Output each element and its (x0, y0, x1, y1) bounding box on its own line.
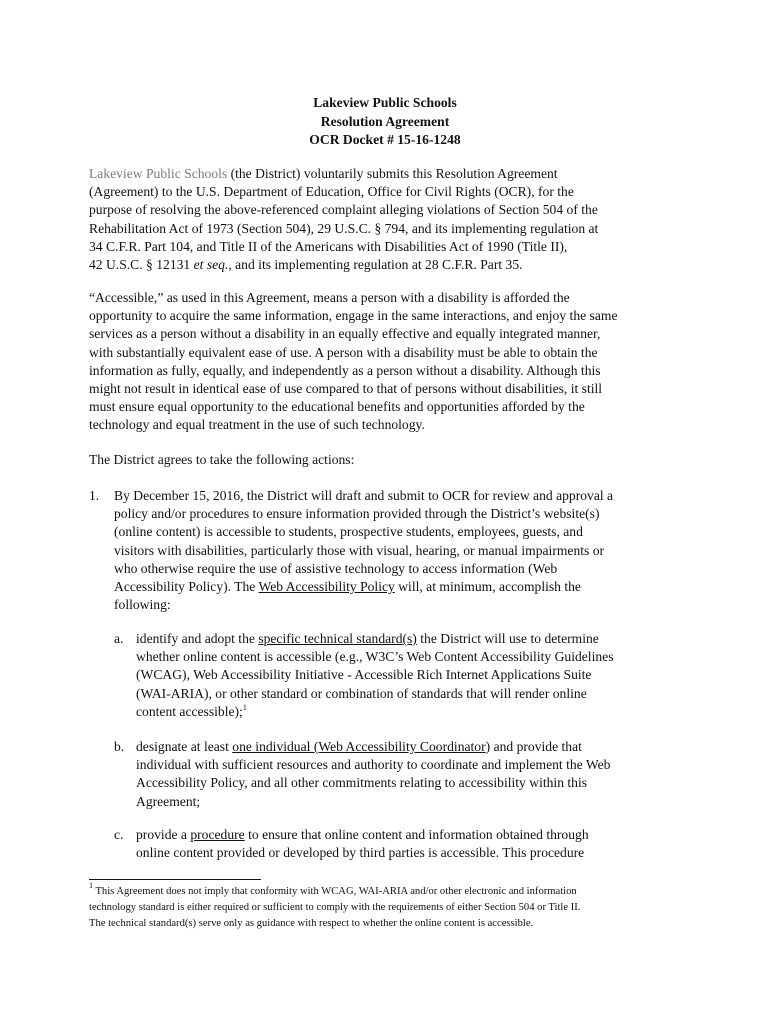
item-1-line: who otherwise require the use of assistive technology to access information (Web (114, 560, 558, 576)
sub-a-line: whether online content is accessible (e.g., W3C’s Web Content Accessibility Guidelines (136, 649, 614, 665)
sub-item-c-body (136, 826, 680, 862)
sub-a-line: the District will use to determine (416, 631, 599, 646)
footnote-line: This Agreement does not imply that conformity with WCAG, WAI-ARIA and/or other electronic and information (93, 886, 577, 897)
sub-item-a-letter: a. (114, 631, 124, 646)
item-1-line: Accessibility Policy). The (114, 579, 259, 595)
sub-b-line: Accessibility Policy, and all other commitments relating to accessibility within this (136, 775, 588, 791)
item-1-line: visitors with disabilities, particularly those with visual, hearing, or manual impairments or (114, 542, 605, 558)
intro-line: 34 C.F.R. Part 104, and Title II of the Americans with Disabilities Act of 1990 (Title II), (89, 238, 568, 254)
accessible-line: must ensure equal opportunity to the educational benefits and opportunities afforded by the (89, 399, 585, 415)
item-1-line: following: (114, 597, 171, 613)
footnote-marker: 1 (89, 881, 93, 890)
intro-paragraph (89, 165, 679, 274)
sub-c-line: provide a (136, 827, 191, 842)
item-1-line: (online content) is accessible to students, prospective students, employees, guests, and (114, 524, 583, 540)
sub-c-line: to ensure that online content and information obtained through (244, 827, 589, 842)
footnote-divider (89, 879, 261, 880)
intro-line: 42 U.S.C. § 12131 (89, 257, 194, 273)
item-1-line: By December 15, 2016, the District will draft and submit to OCR for review and approval a (114, 488, 614, 503)
footnote-reference[interactable]: 1 (242, 702, 247, 712)
agrees-paragraph: The District agrees to take the following actions: (89, 452, 355, 467)
document-header (0, 94, 770, 150)
accessible-line: might not result in identical ease of use compared to that of persons without disabilities, it still (89, 381, 603, 397)
web-accessibility-policy-term: Web Accessibility Policy (258, 579, 395, 595)
item-1-line: will, at minimum, accomplish the (394, 579, 581, 595)
sub-item-c-letter: c. (114, 827, 124, 842)
sub-b-line: ) and provide that (485, 739, 582, 754)
technical-standard-term: specific technical standard(s) (258, 631, 417, 646)
intro-line: (the District) voluntarily submits this Resolution Agreement (227, 166, 558, 181)
sub-b-line: Agreement; (136, 793, 201, 809)
item-1-number: 1. (89, 488, 100, 503)
intro-line: purpose of resolving the above-referenced complaint alleging violations of Section 504 of the (89, 202, 598, 218)
header-docket-number: OCR Docket # 15-16-1248 (309, 132, 461, 147)
intro-line: Rehabilitation Act of 1973 (Section 504), 29 U.S.C. § 794, and its implementing regulation at (89, 220, 599, 236)
accessible-line: services as a person without a disability in an equally effective and equally integrated manner, (89, 326, 601, 342)
footnote-line: The technical standard(s) serve only as guidance with respect to whether the online content is accessible. (89, 918, 534, 929)
footnote-line: technology standard is either required or sufficient to comply with the requirements of either Section 504 or Title II. (89, 902, 581, 913)
item-1-line: policy and/or procedures to ensure information provided through the District’s website(s) (114, 506, 600, 522)
sub-item-b-letter: b. (114, 739, 125, 754)
procedure-term: procedure (190, 827, 245, 842)
sub-b-line: designate at least (136, 739, 233, 754)
accessible-line: opportunity to acquire the same information, engage in the same interactions, and enjoy the same (89, 308, 618, 324)
header-school-name: Lakeview Public Schools (313, 95, 457, 110)
sub-item-a-body (136, 630, 680, 721)
sub-a-line: (WCAG), Web Accessibility Initiative - Accessible Rich Internet Applications Suite (136, 667, 592, 683)
accessible-line: technology and equal treatment in the use of such technology. (89, 417, 425, 433)
sub-a-line: (WAI-ARIA), or other standard or combination of standards that will render online (136, 685, 587, 701)
sub-item-b-body (136, 738, 680, 811)
sub-c-line: online content provided or developed by third parties is accessible. This procedure (136, 845, 585, 861)
sub-b-line: individual with sufficient resources and authority to coordinate and implement the Web (136, 757, 611, 773)
intro-line: (Agreement) to the U.S. Department of Education, Office for Civil Rights (OCR), for the (89, 184, 574, 200)
accessible-line: with substantially equivalent ease of use. A person with a disability must be able to obtain the (89, 344, 598, 360)
intro-district-name: Lakeview Public Schools (89, 166, 228, 181)
intro-line: , and its implementing regulation at 28 C.F.R. Part 35. (228, 257, 523, 273)
accessible-line: information as fully, equally, and independently as a person without a disability. Although this (89, 362, 601, 378)
accessible-definition-paragraph (89, 289, 679, 435)
sub-a-line: content accessible); (136, 703, 243, 719)
web-accessibility-coordinator-term: one individual (Web Accessibility Coordinator (232, 739, 486, 754)
item-1-body (114, 487, 680, 614)
et-seq: et seq. (193, 257, 229, 273)
accessible-line: “Accessible,” as used in this Agreement, means a person with a disability is afforded the (89, 290, 570, 305)
sub-a-line: identify and adopt the (136, 631, 259, 646)
footnote (89, 881, 684, 932)
header-agreement-title: Resolution Agreement (320, 113, 450, 129)
